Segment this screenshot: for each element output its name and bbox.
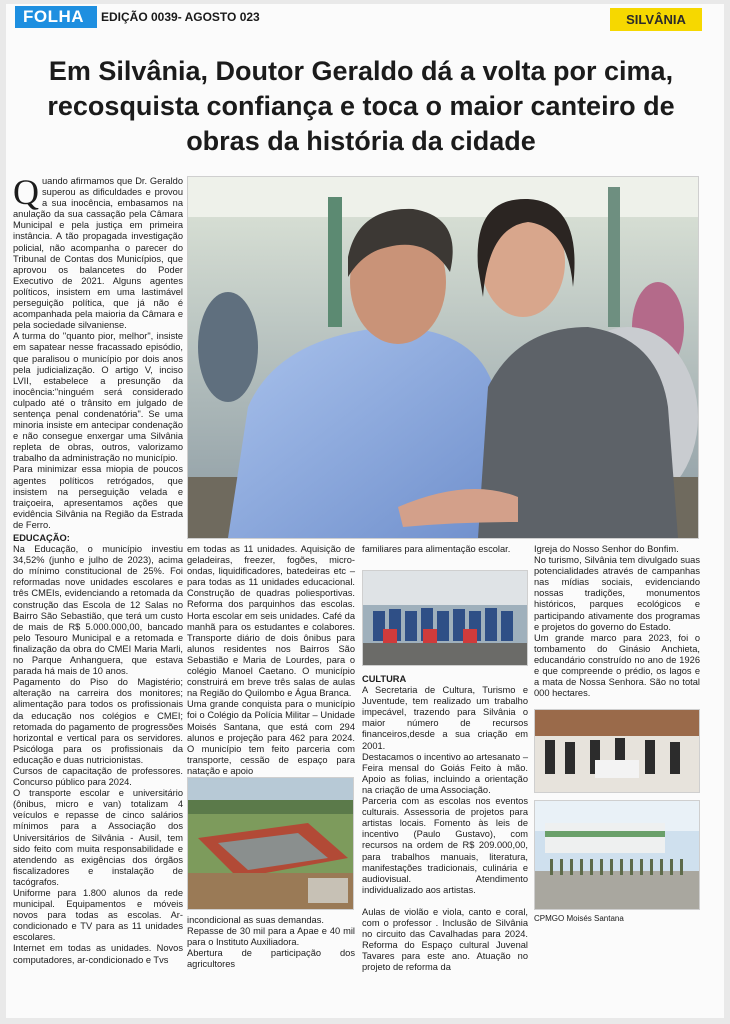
- education-column-2-bottom: [187, 915, 355, 970]
- culture-heading: CULTURA: [362, 674, 407, 684]
- newspaper-page: [6, 4, 724, 1018]
- education-paragraph-9: incondicional as suas demandas.: [187, 915, 324, 925]
- intro-paragraph-3: Para minimizar essa miopia de poucos agentes políticos retrógados, que insistem na perseguição velada e traiçoeira, apresentamos ações que evidência Silvânia na Região da Estrada de Ferro.: [13, 464, 183, 530]
- edition-label: EDIÇÃO 0039- AGOSTO 023: [101, 10, 260, 24]
- ceremony-image: [535, 710, 699, 792]
- tourism-paragraph-3: Um grande marco para 2023, foi o tombamento do Ginásio Anchieta, educandário construído no ano de 1926 e que compreende o prédio, os lagos e a mata de Nossa Senhora. São no total 000 hectares.: [534, 632, 700, 699]
- culture-paragraph-1: A Secretaria de Cultura, Turismo e Juventude, tem realizado um trabalho impecável, trazendo para Silvânia o maior número de recursos financeiros,desde a sua criação em 2001.: [362, 685, 528, 751]
- group-people-image: [363, 571, 527, 665]
- dropcap: Q: [13, 172, 39, 212]
- education-heading: EDUCAÇÃO:: [13, 533, 70, 543]
- education-paragraph-10: Repasse de 30 mil para a Apae e 40 mil para o Instituto Auxiliadora.: [187, 926, 355, 948]
- culture-column: [362, 674, 528, 973]
- main-photo: [187, 176, 699, 539]
- headline: Em Silvânia, Doutor Geraldo dá a volta por cima, recosquista confiança e toca o maior canteiro de obras da história da cidade: [47, 56, 675, 156]
- education-paragraph-5: Uniforme para 1.800 alunos da rede municipal. Equipamentos e móveis novos para todas as escolas. Ar-condicionado e TV para as 11 unidades escolares.: [13, 888, 183, 943]
- school-photo: [534, 800, 700, 910]
- education-paragraph-6: Internet em todas as unidades. Novos computadores, ar-condicionado e Tvs: [13, 943, 183, 965]
- intro-column: [13, 172, 183, 531]
- city-badge: SILVÂNIA: [610, 8, 702, 31]
- culture-paragraph-3: Parceria com as escolas nos eventos culturais. Assessoria de projetos para artistas locais. Fomento às leis de incentivo (Paulo Gustavo), com recursos na ordem de R$ 209.000,00, para trabalhos manuais, literatura, manifestações tradicionais, culinária e audiovisual. Atendimento individualizado aos artistas.: [362, 796, 528, 895]
- education-paragraph-11: Abertura de participação dos agricultores: [187, 948, 355, 970]
- couple-portrait-image: [188, 177, 698, 538]
- education-paragraph-3: Cursos de capacitação de professores. Concurso público para 2024.: [13, 765, 183, 788]
- group-photo: [362, 570, 528, 666]
- section-badge: FOLHA: [15, 6, 97, 28]
- culture-paragraph-4: Aulas de violão e viola, canto e coral, com o professor . Inclusão de Silvânia no circuito das Cavalhadas para 2024. Reforma do Espaço cultural Juvenal Tavares para este ano. Atuação no projeto de reforma da: [362, 906, 528, 973]
- culture-paragraph-2: Destacamos o incentivo ao artesanato – Feira mensal do Goiás Feito à mão. Apoio as folias, incluindo a orientação na criação de uma Associação.: [362, 751, 528, 795]
- school-building-image: [535, 801, 699, 909]
- education-paragraph-1: Na Educação, o município investiu 34,52% (junho e julho de 2023), acima do mínimo constitucional de 25%. Foi reformadas nove unidades escolares e três CMEIs, evidenciando a retomada da construção das Escola de 12 Salas no Bairro São Sebastião, que terá um custo de mais de R$ 5.000.000,00, bancado pelo Tesouro Municipal e a retomada e finalização da obra do CMEI Maria Marli, no Parque Anhanguera, que estava parada há mais de 10 anos.: [13, 544, 183, 677]
- education-paragraph-2: Pagamento do Piso do Magistério; alteração na carreira dos monitores; alimentação para todos os profissionais da educação nos colégios e CMEI; retomada do pagamento de progressões horizontal e vertical para os servidores. Psicóloga para os profissionais da educação e duas nutricionistas.: [13, 677, 183, 765]
- education-paragraph-7: em todas as 11 unidades. Aquisição de geladeiras, freezer, fogões, micro-ondas, liquidificadores, batedeiras etc – para todas as 11 unidades educacional. Construção de quadras poliesportivas. Reforma dos parquinhos das escolas. Horta escolar em seis unidades. Café da manhã para os estudantes e colabores. Transporte diário de dois ônibus para alunos residentes nos Bairros São Sebastião e Maria de Lourdes, para o colégio Manoel Caetano. O município construirá em breve três salas de aulas na Região do Quilombo e Água Branca.: [187, 544, 355, 699]
- intro-paragraph-2: A turma do "quanto pior, melhor", insiste em sapatear nesse fracassado episódio, que paralisou o município por dois anos pela judicialização. O artigo V, inciso LVII, estabelece a presunção da inocência:"ninguém será considerado culpado até o trânsito em julgado de sentença penal condenatória". Se uma minoria insiste em antecipar condenação e não consegue enxergar uma Silvânia repleta de obras, outros, valorizamo trabalho da administração no município.: [13, 331, 183, 464]
- tourism-column: [534, 544, 700, 699]
- education-column: [13, 533, 183, 966]
- intro-paragraph-1: uando afirmamos que Dr. Geraldo superou as dificuldades e provou a sua inocência, embasamos na anulação da sua cassação pela Câmara Municipal e pela justiça em primeira instância. A tão propagada investigação policial, não acompanha o parecer do Tribunal de Contas dos Municípios, que aprovou os balancetes do Poder Executivo de 2021. Alguns agentes políticos, insistem em uma lastimável perseguição política, que já não é acompanhada pela maioria da Câmara e pela sociedade silvaniense.: [13, 176, 183, 331]
- culture-column-top: [362, 544, 528, 555]
- education-paragraph-8: Uma grande conquista para o município foi o Colégio da Polícia Militar – Unidade Moisés Santana, que está com 294 alunos e projeção para 462 para 2024. O município tem feito parceria com transporte, cessão de espaço para natação e apoio: [187, 699, 355, 776]
- school-photo-caption: CPMGO Moisés Santana: [534, 914, 624, 923]
- education-paragraph-4: O transporte escolar e universitário (ônibus, micro e van) totalizam 4 veículos e repasse de cinco salários mínimos para a Associação dos Universitários de Silvânia - Ausil, tem sido feito com muita responsabilidade e atendendo as exigências dos órgãos fiscalizadores e instalação de tacógrafos.: [13, 788, 183, 887]
- culture-paragraph-0: familiares para alimentação escolar.: [362, 544, 511, 554]
- school-aerial-image: [188, 778, 353, 909]
- education-column-2: [187, 544, 355, 777]
- tourism-paragraph-2: No turismo, Silvânia tem divulgado suas potencialidades através de campanhas nas mídias sociais, evidenciando nossas tradições, monumentos históricos, parques ecológicos e participando ativamente dos programas e projetos do governo do Estado.: [534, 555, 700, 632]
- ceremony-photo: [534, 709, 700, 793]
- tourism-paragraph-1: Igreja do Nosso Senhor do Bonfim.: [534, 544, 679, 554]
- aerial-photo: [187, 777, 354, 910]
